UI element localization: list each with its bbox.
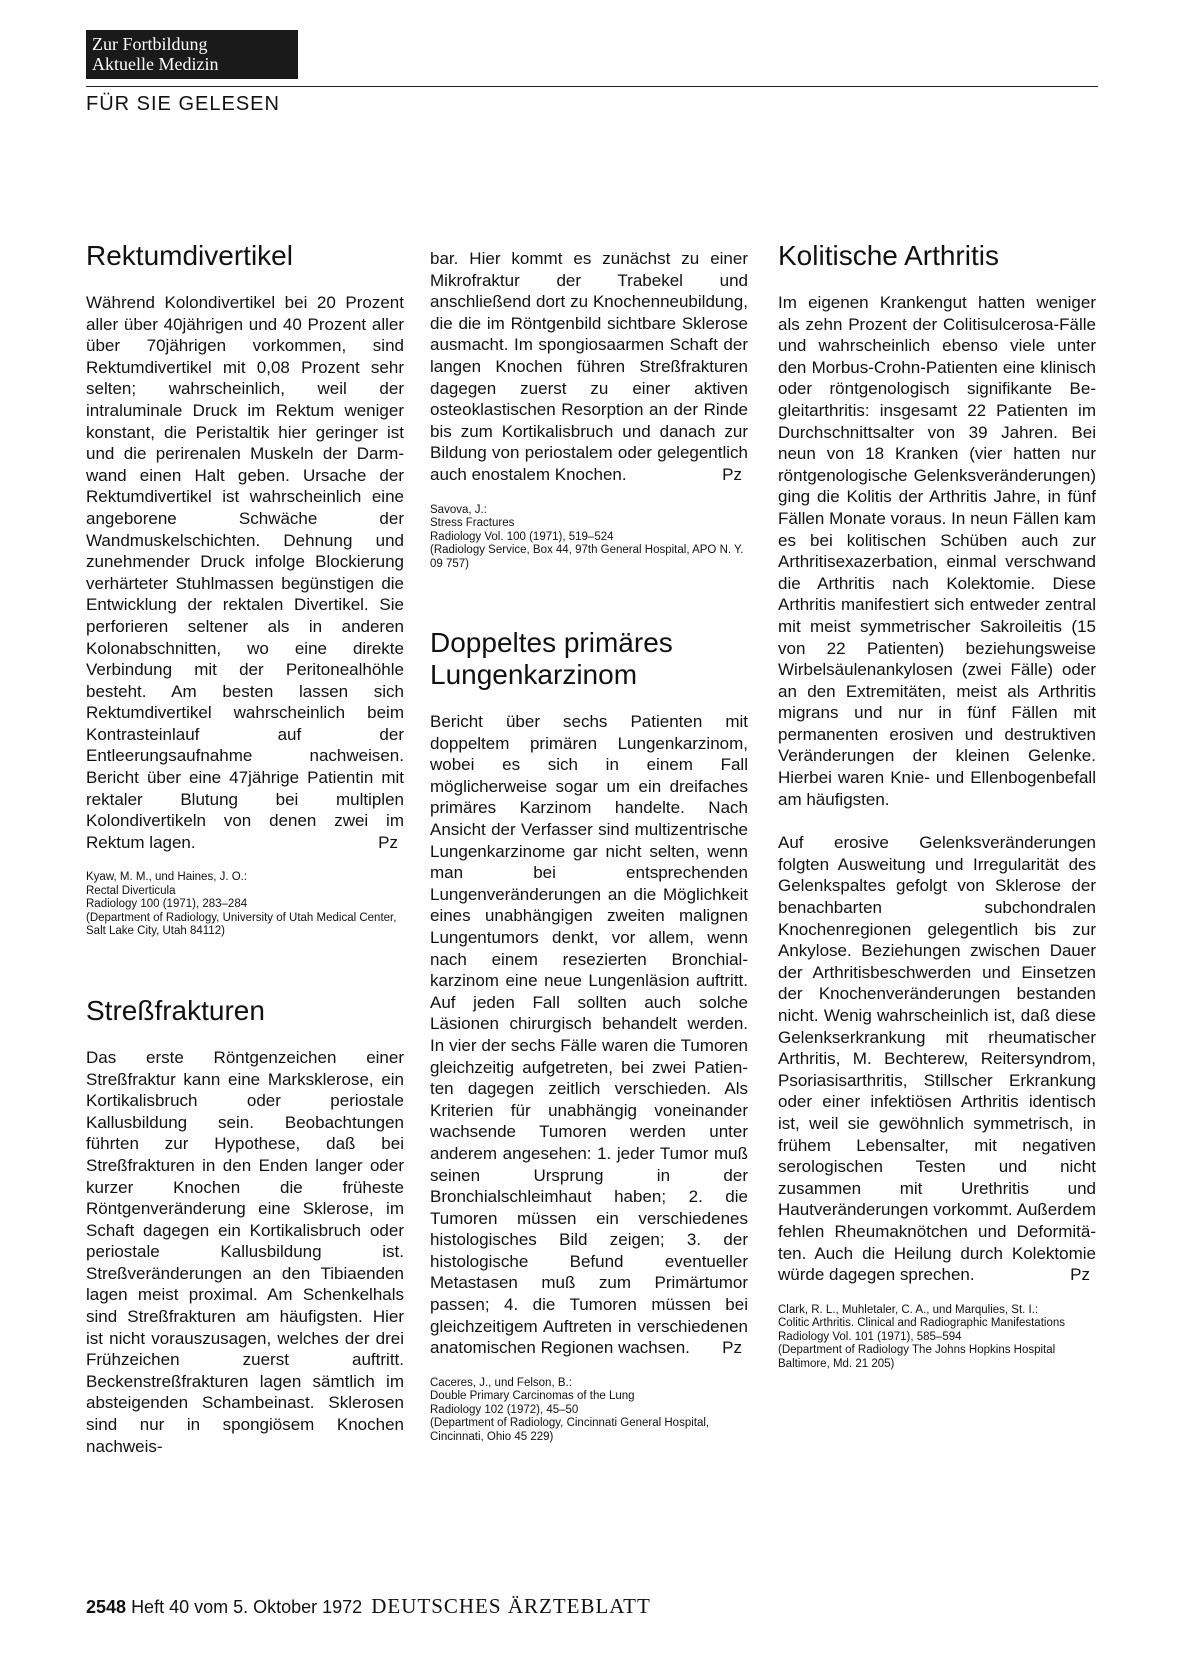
article-title-lungenkarzinom: Doppeltes primäres Lungenkarzinom: [430, 627, 673, 691]
author-initials: Pz: [722, 464, 742, 484]
article-title-rektumdivertikel: Rektumdivertikel: [86, 240, 293, 271]
section-label-line2: Aktuelle Medizin: [92, 54, 219, 74]
reference-arthritis: [778, 1304, 1096, 1372]
author-initials: Pz: [722, 1338, 742, 1358]
ref-affiliation: (Department of Radiology The Johns Hopkins Hospital Baltimore, Md. 21 205): [778, 1344, 1056, 1370]
ref-authors: Clark, R. L., Muhletaler, C. A., und Marqulies, St. I.:: [778, 1303, 1039, 1316]
page-footer: [86, 1594, 651, 1619]
article-title-kolitische-arthritis: Kolitische Arthritis: [778, 240, 999, 271]
ref-journal: Radiology 102 (1972), 45–50: [430, 1403, 579, 1416]
ref-affiliation: (Department of Radiology, University of Utah Medical Center, Salt Lake City, Utah 84112): [86, 911, 397, 938]
ref-title: Rectal Diverticula: [86, 884, 176, 897]
ref-journal: Radiology 100 (1971), 283–284: [86, 898, 248, 911]
reference-lungenkarzinom: [430, 1377, 748, 1445]
article-body-stressfrakturen-part1: Das erste Röntgenzeichen einer Streßfraktur kann eine Marksklerose, ein Kortikalisbruch oder periostale Kallusbildung sein. Beobachtungen führten zur Hypothese, daß bei Streßfrakturen in den Enden langer oder kurzer Knochen die früheste Röntgenveränderung eine Sklerose, im Schaft dagegen ein Kortikalisbruch oder periostale Kallusbildung ist. Streßveränderungen an den Tibiaenden lagen meist proximal. Am Schenkelhals sind Streßfrakturen am häufigsten. Hier ist nicht vorauszusagen, welches der drei Frühzeichen zuerst auftritt. Beckenstreßfrakturen lagen sämtlich im absteigenden Schambeinast. Sklerosen sind nur in spongiösem Knochen nachweis-: [86, 1047, 404, 1456]
column-1: [86, 240, 404, 1457]
ref-title: Colitic Arthritis. Clinical and Radiographic Manifestations: [778, 1317, 1065, 1330]
article-body-lungenkarzinom: Bericht über sechs Patienten mit doppeltem primären Lungenkarzinom, wobei es sich in einem Fall möglicherweise sogar um ein dreifaches primäres Karzinom handelte. Nach Ansicht der Verfasser sind multizentrische Lungenkarzinome gar nicht selten, wenn man bei entsprechenden Lungenveränderungen an die Möglichkeit eines unabhängigen zweiten malignen Lungentumors denkt, vor allem, wenn nach einem resezierten Bronchialkarzinom eine neue Lungenläsion auftritt. Auf jeden Fall sollten auch solche Läsionen chirurgisch behandelt werden. In vier der sechs Fälle waren die Tumoren gleichzeitig aufgetreten, bei zwei Patienten dagegen zeitlich verschieden. Als Kriterien für unabhängig voneinander wachsende Tumoren werden unter anderem angesehen: 1. jeder Tumor muß seinen Ursprung in der Bronchialschleimhaut haben; 2. die Tumoren müssen ein verschiedenes histologisches Bild zeigen; 3. der histologische Befund eventueller Metastasen muß zum Primärtumor passen; 4. die Tumoren müssen bei gleichzeitigem Auftreten in verschiedenen anatomischen Regionen wachsen. Pz: [430, 712, 748, 1358]
journal-name: DEUTSCHES ÄRZTEBLATT: [371, 1594, 651, 1618]
author-initials: Pz: [378, 832, 398, 852]
section-label-box: [86, 30, 298, 79]
ref-authors: Caceres, J., und Felson, B.:: [430, 1376, 572, 1389]
ref-authors: Kyaw, M. M., und Haines, J. O.:: [86, 871, 248, 884]
ref-journal: Radiology Vol. 101 (1971), 585–594: [778, 1330, 962, 1343]
ref-affiliation: (Radiology Service, Box 44, 97th General Hospital, APO N. Y. 09 757): [430, 544, 744, 570]
column-3: [778, 240, 1096, 1371]
reference-rektumdivertikel: [86, 871, 404, 939]
section-kicker: FÜR SIE GELESEN: [86, 93, 280, 115]
header-rule: [86, 86, 1098, 87]
article-body-arthritis-para2: Auf erosive Gelenksveränderungen folgten Ausweitung und Irregularität des Gelenkspaltes gefolgt von Sklerose der benachbarten subchondralen Knochenregionen gelegentlich bis zur Ankylose. Beziehungen zwischen Dauer der Arthritisbeschwerden und Einsetzen der Knochenveränderungen bestanden nicht. Wenig wahrscheinlich ist, daß diese Gelenkserkrankung mit rheumatischer Arthritis, M. Bechterew, Reitersyndrom, Psoriasisarthritis, Stillscher Erkrankung oder einer infektiösen Arthritis identisch ist, weil sie gewöhnlich symmetrisch, in frühem Lebensalter, mit negativen serologischen Testen und nicht zusammen mit Urethritis und Hautveränderungen vorkommt. Außerdem fehlen Rheumaknötchen und Deformitäten. Auch die Heilung durch Kolektomie würde dagegen sprechen. Pz: [778, 833, 1096, 1285]
ref-affiliation: (Department of Radiology, Cincinnati General Hospital, Cincinnati, Ohio 45 229): [430, 1417, 710, 1443]
article-body-stressfrakturen-part2: bar. Hier kommt es zunächst zu einer Mikrofraktur der Trabekel und anschließend dort zu Knochenneubildung, die die im Röntgenbild sichtbare Sklerose ausmacht. Im spongiosaarmen Schaft der langen Knochen führen Streßfrakturen dagegen zuerst zu einer aktiven osteoklastischen Resorption an der Rinde bis zum Kortikalisbruch und danach zur Bildung von periostalem oder gelegentlich auch enostalem Knochen. Pz: [430, 249, 748, 484]
section-label-line1: Zur Fortbildung: [92, 34, 208, 54]
author-initials: Pz: [1070, 1265, 1090, 1285]
article-title-stressfrakturen: Streßfrakturen: [86, 994, 265, 1026]
page-number: 2548: [86, 1597, 127, 1617]
reference-stressfrakturen: [430, 504, 748, 572]
ref-title: Double Primary Carcinomas of the Lung: [430, 1390, 635, 1403]
issue-info: Heft 40 vom 5. Oktober 1972: [131, 1597, 363, 1617]
article-body-rektumdivertikel: Während Kolondivertikel bei 20 Prozent aller über 40jährigen und 40 Prozent aller über 70jährigen vorkommen, sind Rektumdivertikel mit 0,08 Prozent sehr selten; wahrscheinlich, weil der intraluminale Druck im Rektum weniger konstant, die Peristaltik hier geringer ist und die perirenalen Muskeln der Darmwand einen Halt geben. Ursache der Rektumdivertikel ist wahrscheinlich eine angeborene Schwäche der Wandmuskelschichten. Dehnung und zunehmender Druck infolge Blockierung verhärteter Stuhlmassen begünstigen die Entwicklung der rektalen Divertikel. Sie perforieren seltener als in anderen Kolonabschnitten, wo eine direkte Verbindung mit der Peritonealhöhle besteht. Am besten lassen sich Rektumdivertikel wahrscheinlich beim Kontrasteinlauf auf der Entleerungsaufnahme nachweisen. Bericht über eine 47jährige Patientin mit rektaler Blutung bei multiplen Kolondivertikeln von denen zwei im Rektum lagen. Pz: [86, 293, 404, 852]
article-body-arthritis-para1: Im eigenen Krankengut hatten weniger als zehn Prozent der Colitisulcerosa-Fälle und wahrscheinlich ebenso viele unter den Morbus-Crohn-Patienten eine klinisch oder röntgenologisch signifikante Begleitarthritis: insgesamt 22 Patienten im Durchschnittsalter von 39 Jahren. Bei neun von 18 Kranken (vier hatten nur röntgenologische Gelenksveränderungen) ging die Kolitis der Arthritis Jahre, in fünf Fällen Monate voraus. In neun Fällen kam es bei kolitischen Schüben auch zur Arthritisexazerbation, einmal verschwand die Arthritis nach Kolektomie. Diese Arthritis manifestiert sich entweder zentral mit meist symmetrischer Sakroileitis (15 von 22 Patienten) beziehungsweise Wirbelsäulenankylosen (zwei Fälle) oder an den Extremitäten, meist als Arthritis migrans und nur in fünf Fällen mit permanenten erosiven und destruktiven Veränderungen der kleinen Gelenke. Hierbei waren Knie- und Ellenbogenbefall am häufigsten.: [778, 293, 1096, 809]
ref-title: Stress Fractures: [430, 517, 515, 530]
column-2: [430, 248, 748, 1444]
ref-authors: Savova, J.:: [430, 503, 487, 516]
ref-journal: Radiology Vol. 100 (1971), 519–524: [430, 530, 614, 543]
